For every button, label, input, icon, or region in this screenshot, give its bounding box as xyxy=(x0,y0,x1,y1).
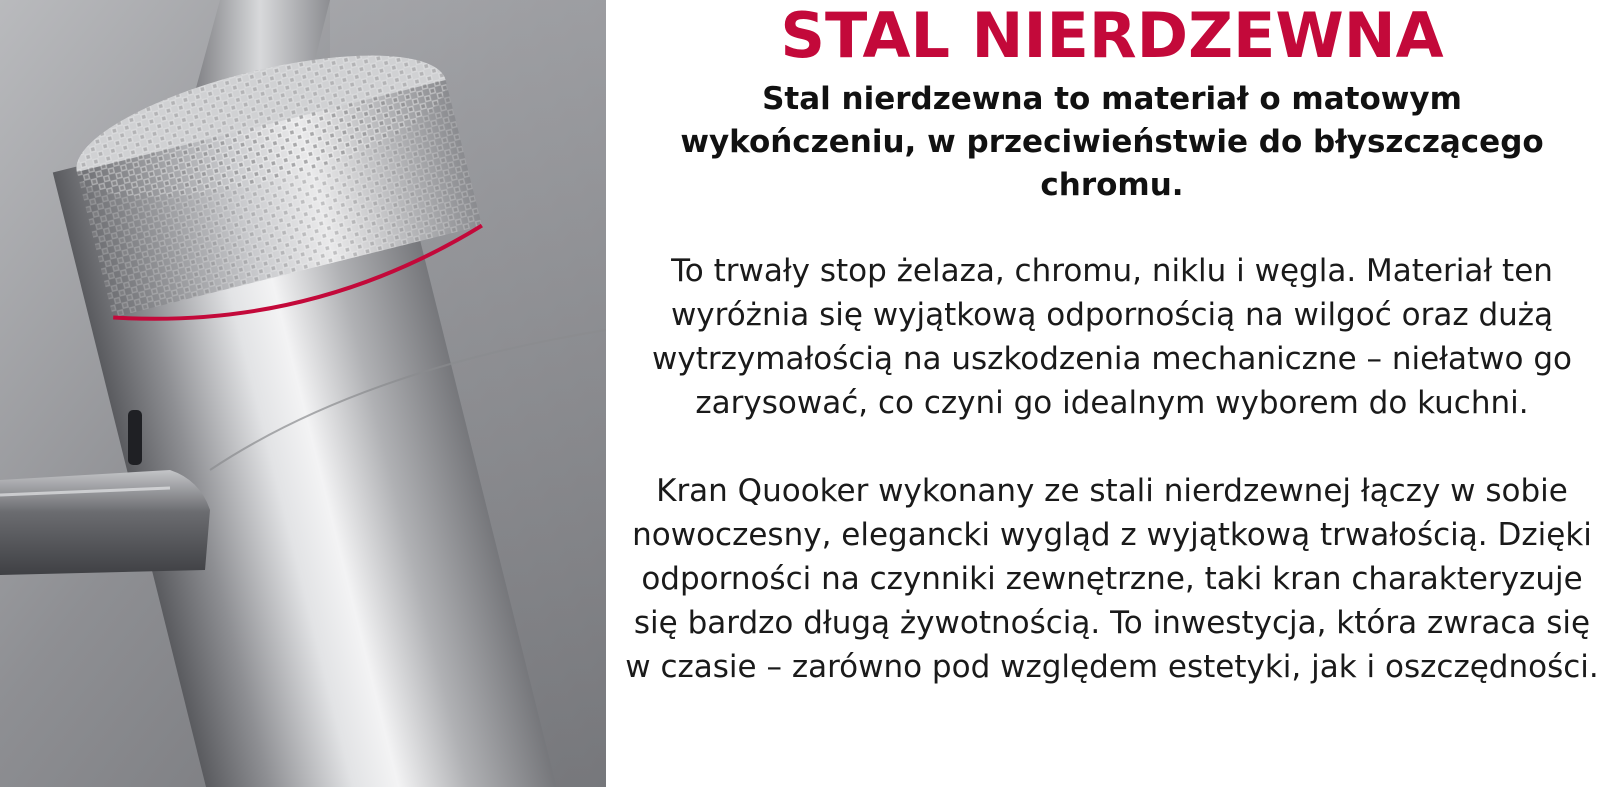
lead-paragraph: Stal nierdzewna to materiał o matowym wykończeniu, w przeciwieństwie do błyszczącego chromu. xyxy=(680,81,1544,203)
body-paragraph-1: To trwały stop żelaza, chromu, niklu i węgla. Materiał ten wyróżnia się wyjątkową odpornością na wilgoć oraz dużą wytrzymałością na uszkodzenia mechaniczne – niełatwo go zarysować, co czyni go idealnym wyborem do kuchni. xyxy=(652,253,1572,421)
text-panel xyxy=(606,0,1618,787)
faucet-illustration xyxy=(0,0,606,787)
body-paragraph-2: Kran Quooker wykonany ze stali nierdzewnej łączy w sobie nowoczesny, elegancki wygląd z wyjątkową trwałością. Dzięki odporności na czynniki zewnętrzne, taki kran charakteryzuje się bardzo długą żywotnością. To inwestycja, która zwraca się w czasie – zarówno pod względem estetyki, jak i oszczędności. xyxy=(625,473,1599,685)
faucet-photo xyxy=(0,0,606,787)
page-title: STAL NIERDZEWNA xyxy=(780,0,1444,72)
